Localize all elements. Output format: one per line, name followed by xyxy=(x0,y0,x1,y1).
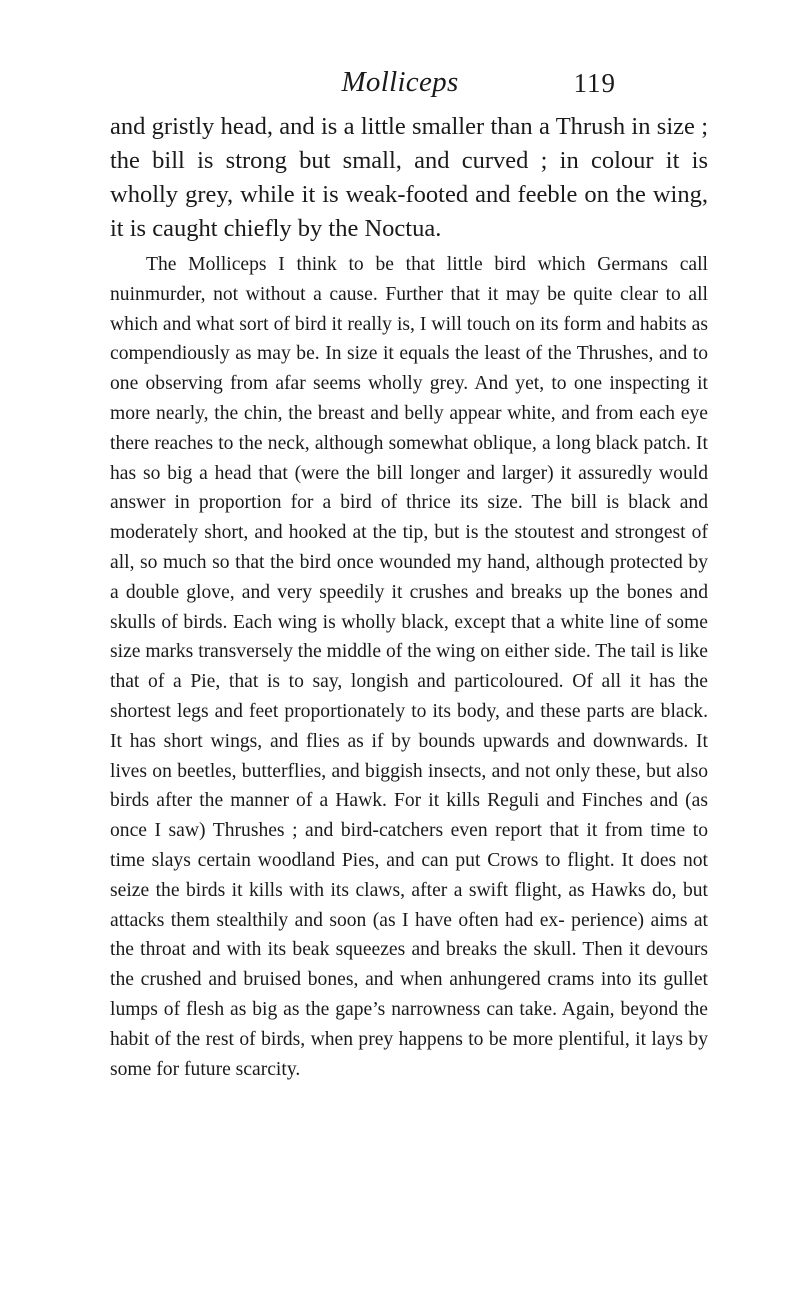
lead-paragraph: and gristly head, and is a little smaller than a Thrush in size ; the bill is strong but small, and curved ; in colour it is wholly grey, while it is weak-footed and feeble on the wing, it is caught chiefly by the Noctua. xyxy=(110,113,708,242)
running-head: Molliceps xyxy=(341,66,459,98)
page-number: 119 xyxy=(573,68,616,98)
body-paragraph: The Molliceps I think to be that little bird which Germans call nuinmurder, not without a cause. Further that it may be quite clear to all which and what sort of bird it really is, I will touch on its form and habits as compendiously as may be. In size it equals the least of the Thrushes, and to one observing from afar seems wholly grey. And yet, to one inspecting it more nearly, the chin, the breast and belly appear white, and from each eye there reaches to the neck, although somewhat oblique, a long black patch. It has so big a head that (were the bill longer and larger) it assuredly would answer in proportion for a bird of thrice its size. The bill is black and moderately short, and hooked at the tip, but is the stoutest and strongest of all, so much so that the bird once wounded my hand, although protected by a double glove, and very speedily it crushes and breaks up the bones and skulls of birds. Each wing is wholly black, except that a white line of some size marks transversely the middle of the wing on either side. The tail is like that of a Pie, that is to say, longish and particoloured. Of all it has the shortest legs and feet proportionately to its body, and these parts are black. It has short wings, and flies as if by bounds upwards and downwards. It lives on beetles, butterflies, and biggish insects, and not only these, but also birds after the manner of a Hawk. For it kills Reguli and Finches and (as once I saw) Thrushes ; and bird-catchers even report that it from time to time slays certain woodland Pies, and can put Crows to flight. It does not seize the birds it kills with its claws, after a swift flight, as Hawks do, but attacks them stealthily and soon (as I have often had ex- perience) aims at the throat and with its beak squeezes and breaks the skull. Then it devours the crushed and bruised bones, and when anhungered crams into its gullet lumps of flesh as big as the gape’s narrowness can take. Again, beyond the habit of the rest of birds, when prey happens to be more plentiful, it lays by some for future scarcity. xyxy=(110,254,708,1080)
page-header xyxy=(0,66,800,106)
